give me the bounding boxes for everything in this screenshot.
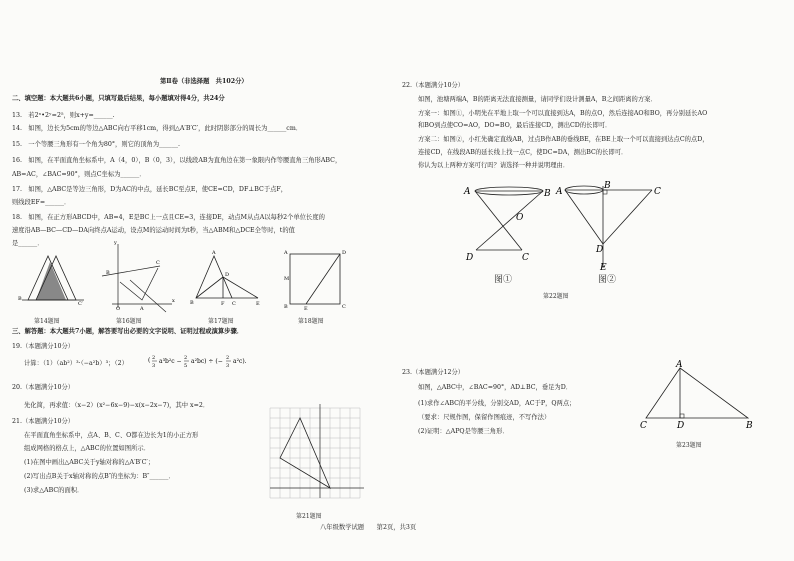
svg-text:B: B — [604, 181, 611, 191]
svg-text:A: A — [464, 187, 471, 197]
svg-text:E: E — [256, 301, 260, 307]
figure-18 — [280, 248, 350, 310]
svg-text:C′: C′ — [78, 301, 83, 307]
figure-22-2 — [556, 180, 666, 273]
section-3-header: 三、解答题：本大题共7小题，解答要写出必要的文字说明、证明过程或演算步骤． — [12, 328, 244, 335]
section-2-header: 二、填空题：本大题共6小题，只填写最后结果，每小题填对得4分，共24分 — [12, 95, 225, 102]
question-21-line3: (1)在图中画出△ABC关于y轴对称的△A′B′C′； — [24, 459, 155, 466]
question-22-line5: 连接CD，在线段AB的延长线上找一点C，使DC=DA，测出BC的长即可． — [418, 149, 628, 156]
question-23-line2: (1)求作∠ABC的平分线，分别交AD，AC于P，Q两点； — [418, 400, 576, 407]
question-18-line2: 速度沿AB—BC—CD—DA向终点A运动，设点M的运动时间为t秒，当△ABM和△DCE全等时，t的值 — [12, 227, 295, 234]
svg-text:2: 2 — [226, 355, 230, 361]
question-22-head: 22.（本题满分10分） — [402, 82, 465, 89]
svg-text:(: ( — [148, 357, 151, 364]
question-22-line1: 如图，池塘两端A，B的距离无法直接测量，请同学们设计测量A，B之间距离的方案． — [418, 96, 657, 103]
svg-text:3: 3 — [226, 363, 230, 369]
page-footer: 八年级数学试题 第2页，共3页 — [320, 524, 417, 531]
question-21-head: 21.（本题满分10分） — [12, 418, 75, 425]
svg-text:C: C — [522, 253, 529, 263]
question-22-line4: 方案二：如图②，小红先确定直线AB，过点B作AB的垂线BE，在BE上取一个可以直接到达点C的点D， — [418, 136, 709, 143]
question-19-head: 19.（本题满分10分） — [12, 343, 75, 350]
svg-text:a³b²c −: a³b²c − — [159, 358, 182, 365]
svg-text:A: A — [676, 360, 683, 370]
question-17-line2: 则线段EF=______． — [12, 199, 71, 206]
figure-16-caption: 第16题图 — [116, 318, 142, 325]
svg-text:x: x — [172, 298, 175, 304]
question-14: 14. 如图，边长为5cm的等边△ABC向右平移1cm，得到△A′B′C′，此时阴影部分的周长为______cm． — [12, 125, 303, 132]
question-16-line2: AB=AC，∠BAC=90°，则点C坐标为______． — [12, 171, 146, 178]
question-18-line1: 18. 如图，在正方形ABCD中，AB=4，E是BC上一点且CE=3，连接DE，动点M从点A以每秒2个单位长度的 — [12, 214, 325, 221]
question-20-body: 先化简，再求值：（x−2）(x²−6x−9)−x(x−2x−7)，其中 x=2． — [24, 402, 210, 409]
svg-text:2: 2 — [152, 355, 156, 361]
question-23-line1: 如图，△ABC中，∠BAC=90°，AD⊥BC，垂足为D． — [418, 384, 573, 391]
question-23-line3: （要求：尺规作图，保留作图痕迹，不写作法） — [418, 414, 551, 421]
svg-text:A: A — [556, 187, 563, 197]
svg-text:D: D — [225, 272, 230, 278]
question-13: 13. 若2ˣ•2ʸ=2⁵，则x+y=______. — [12, 112, 115, 119]
figure-14 — [14, 250, 94, 310]
figure-22-caption: 第22题图 — [543, 293, 569, 300]
svg-text:C: C — [342, 304, 346, 310]
question-21-line4: (2)写出点B关于x轴对称的点B″的坐标为：B″______． — [24, 473, 175, 480]
figure-22-2-label: 图② — [598, 275, 617, 285]
svg-text:A: A — [284, 250, 288, 256]
svg-text:3: 3 — [152, 363, 156, 369]
svg-text:2: 2 — [184, 355, 188, 361]
figure-14-caption: 第14题图 — [34, 318, 60, 325]
figure-17 — [188, 248, 268, 308]
figure-22-1-label: 图① — [494, 275, 513, 285]
question-22-line6: 你认为以上两种方案可行吗？请选择一种并说明理由． — [418, 162, 570, 169]
question-23-line4: (2)证明：△APQ是等腰三角形． — [418, 428, 509, 435]
svg-text:C: C — [640, 421, 647, 431]
question-16-line1: 16. 如图，在平面直角坐标系中，A（4，0），B（0，3），以线段AB为直角边在第一象限内作等腰直角三角形ABC， — [12, 157, 342, 164]
question-21-line1: 在平面直角坐标系中，点A、B、C、O都在边长为1的小正方形 — [24, 432, 199, 439]
question-15: 15. 一个等腰三角形有一个角为80°，则它的顶角为______. — [12, 141, 181, 148]
svg-text:A: A — [212, 250, 216, 256]
svg-text:B: B — [18, 296, 22, 302]
svg-text:C: C — [654, 187, 661, 197]
svg-text:D: D — [677, 421, 685, 431]
question-19-formula — [146, 352, 276, 376]
question-20-head: 20.（本题满分10分） — [12, 384, 75, 391]
svg-text:C: C — [232, 301, 236, 307]
svg-text:E: E — [304, 306, 308, 312]
question-21-line5: (3)求△ABC的面积． — [24, 487, 84, 494]
question-22-line3: 和BO到点使CO=AO，DO=BO，最后连接CD，测出CD的长即可． — [418, 122, 612, 129]
svg-text:F: F — [221, 301, 225, 307]
part-title: 第Ⅱ卷（非选择题 共102分） — [160, 78, 248, 85]
svg-text:D: D — [342, 250, 347, 256]
svg-text:D: D — [466, 253, 474, 263]
svg-text:M: M — [284, 276, 290, 282]
svg-text:a²bc) ÷ (−: a²bc) ÷ (− — [191, 358, 223, 365]
svg-text:a²c).: a²c). — [233, 358, 247, 365]
question-21-line2: 组成网格的格点上，△ABC的位置如图所示． — [24, 445, 150, 452]
svg-text:E: E — [600, 263, 607, 273]
figure-21-grid — [262, 402, 364, 500]
svg-text:5: 5 — [184, 363, 188, 369]
figure-23 — [640, 360, 760, 432]
svg-text:D: D — [596, 245, 604, 255]
question-22-line2: 方案一：如图①，小明先在平地上取一个可以直接到达A，B的点O，然后连接AO和BO，再分别延长AO — [418, 110, 708, 117]
svg-text:O: O — [116, 306, 121, 312]
svg-text:B: B — [746, 421, 753, 431]
svg-text:A: A — [140, 306, 144, 312]
figure-21-caption: 第21题图 — [296, 513, 322, 520]
figure-23-caption: 第23题图 — [676, 442, 702, 449]
question-19-body: 计算：（1）（ab²）³·（−a²b）³；（2） — [24, 360, 128, 367]
svg-text:O: O — [516, 213, 524, 223]
figure-18-caption: 第18题图 — [298, 318, 324, 325]
svg-text:B: B — [190, 300, 194, 306]
question-18-line3: 是______． — [12, 240, 44, 247]
question-23-head: 23.（本题满分12分） — [402, 369, 465, 376]
svg-text:B: B — [544, 189, 551, 199]
triangle-abc — [280, 418, 330, 488]
svg-text:C: C — [156, 260, 160, 266]
svg-text:B: B — [284, 304, 288, 310]
figure-17-caption: 第17题图 — [208, 318, 234, 325]
svg-text:y: y — [114, 240, 117, 246]
figure-16 — [100, 240, 180, 310]
svg-text:B: B — [106, 270, 110, 276]
question-17-line1: 17. 如图，△ABC是等边三角形，D为AC的中点，延长BC至点E，使CE=CD，DF⊥BC于点F， — [12, 186, 288, 193]
